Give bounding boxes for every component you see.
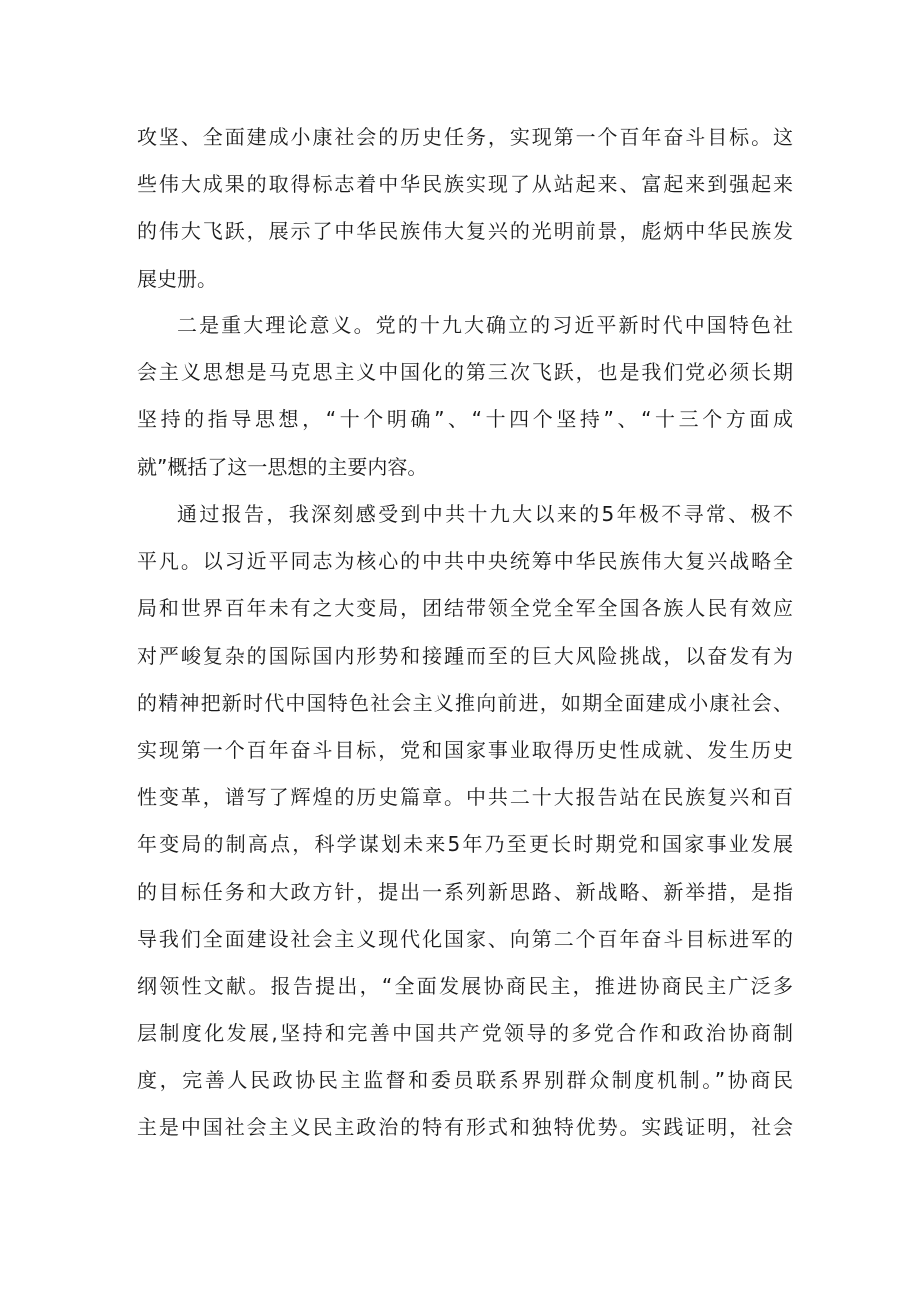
- text-line: 纲领性文献。报告提出，“全面发展协商民主，推进协商民主广泛多: [137, 973, 793, 998]
- text-line: 导我们全面建设社会主义现代化国家、向第二个百年奋斗目标进军的: [137, 926, 793, 951]
- text-line: 的伟大飞跃，展示了中华民族伟大复兴的光明前景，彪炳中华民族发: [137, 219, 793, 244]
- text-line: 平凡。以习近平同志为核心的中共中央统筹中华民族伟大复兴战略全: [137, 549, 793, 574]
- text-line: 局和世界百年未有之大变局，团结带领全党全军全国各族人民有效应: [137, 596, 793, 621]
- text-line: 通过报告，我深刻感受到中共十九大以来的5年极不寻常、极不: [177, 502, 793, 526]
- text-line: 展史册。: [137, 266, 217, 291]
- text-line: 层制度化发展,坚持和完善中国共产党领导的多党合作和政治协商制: [137, 1021, 793, 1046]
- text-line: 性变革，谱写了辉煌的历史篇章。中共二十大报告站在民族复兴和百: [137, 785, 793, 810]
- text-line: 攻坚、全面建成小康社会的历史任务，实现第一个百年奋斗目标。这: [137, 125, 793, 149]
- text-line: 些伟大成果的取得标志着中华民族实现了从站起来、富起来到强起来: [137, 172, 793, 197]
- text-line: 坚持的指导思想，“十个明确”、“十四个坚持”、“十三个方面成: [137, 407, 793, 432]
- text-line: 的精神把新时代中国特色社会主义推向前进，如期全面建成小康社会、: [137, 690, 793, 715]
- text-line: 二是重大理论意义。党的十九大确立的习近平新时代中国特色社: [177, 313, 793, 337]
- text-line: 主是中国社会主义民主政治的特有形式和独特优势。实践证明，社会: [137, 1115, 793, 1140]
- paragraph-1: [137, 114, 793, 303]
- text-line: 的目标任务和大政方针，提出一系列新思路、新战略、新举措，是指: [137, 879, 793, 904]
- text-line: 就”概括了这一思想的主要内容。: [137, 454, 428, 479]
- text-line: 年变局的制高点，科学谋划未来5年乃至更长时期党和国家事业发展: [137, 832, 793, 857]
- text-line: 会主义思想是马克思主义中国化的第三次飞跃，也是我们党必须长期: [137, 360, 793, 385]
- text-line: 对严峻复杂的国际国内形势和接踵而至的巨大风险挑战，以奋发有为: [137, 643, 793, 668]
- paragraph-3: [137, 491, 793, 1152]
- text-line: 实现第一个百年奋斗目标，党和国家事业取得历史性成就、发生历史: [137, 737, 793, 762]
- text-line: 度，完善人民政协民主监督和委员联系界别群众制度机制。”协商民: [137, 1068, 793, 1093]
- paragraph-2: [137, 302, 793, 491]
